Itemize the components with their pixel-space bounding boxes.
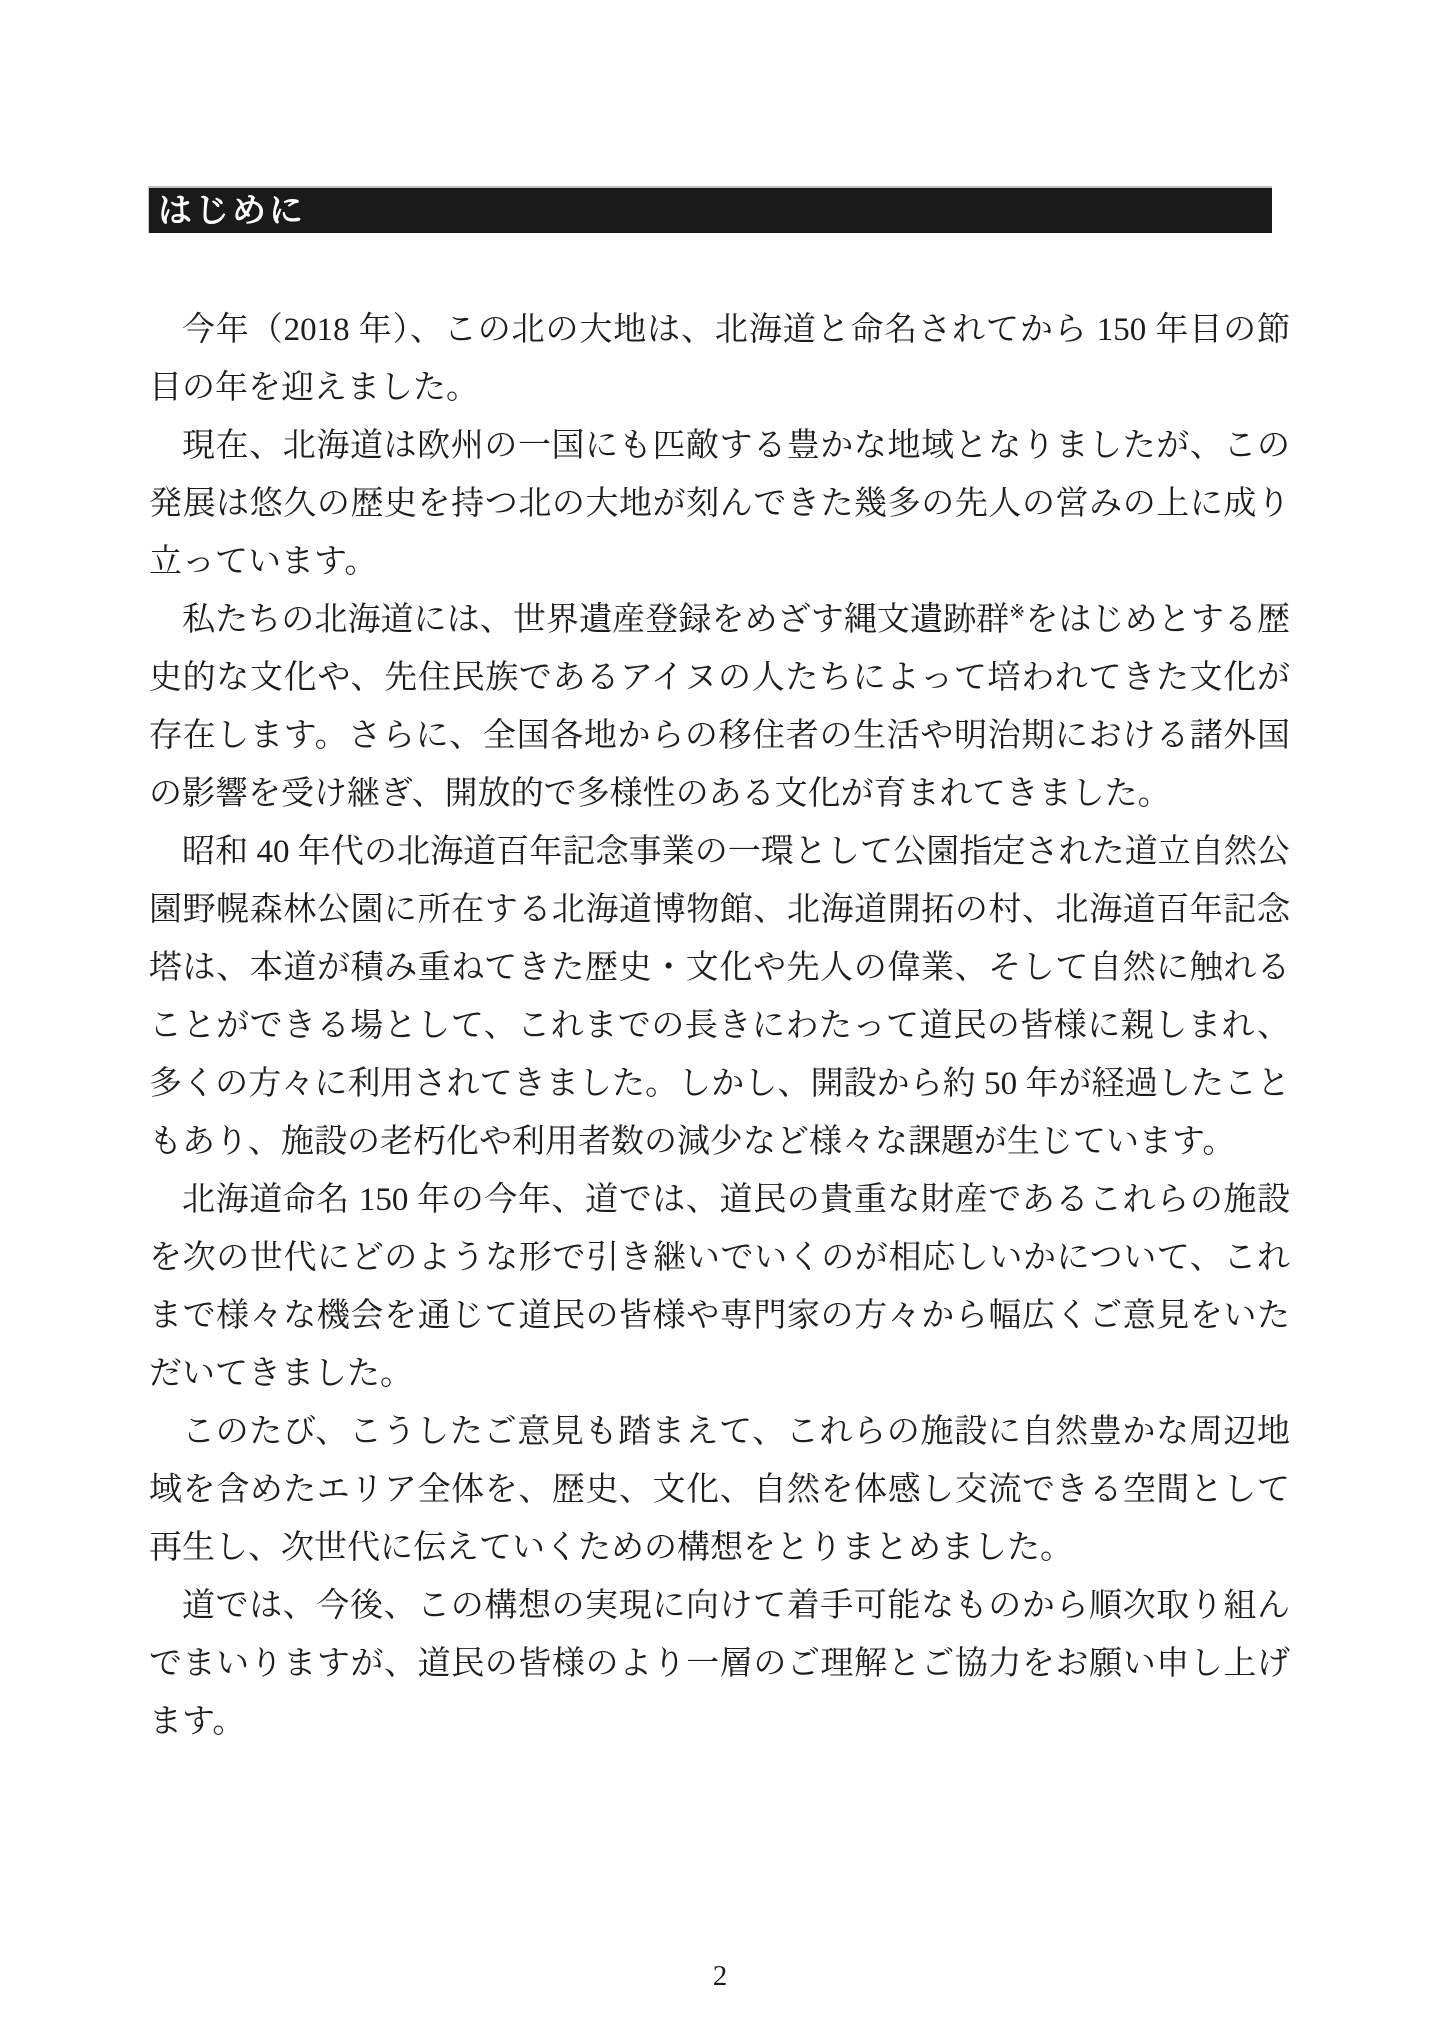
paragraph-closing: 道では、今後、この構想の実現に向けて着手可能なものから順次取り組んでまいりますが、道民の皆様のより一層のご理解とご協力をお願い申し上げます。: [149, 1588, 1290, 1740]
section-header-bar: [148, 186, 1272, 233]
paragraph-facilities: 昭和 40 年代の北海道百年記念事業の一環として公園指定された道立自然公園野幌森林公園に所在する北海道博物館、北海道開拓の村、北海道百年記念塔は、本道が積み重ねてきた歴史・文化や先人の偉業、そして自然に触れることができる場として、これまでの長きにわたって道民の皆様に親しまれ、多くの方々に利用されてきました。しかし、開設から約 50 年が経過したこともあり、施設の老朽化や利用者数の減少など様々な課題が生じています。: [149, 834, 1290, 1160]
paragraph-culture-text-continued: をはじめとする歴史的な文化や、先住民族であるアイヌの人たちによって培われてきた文化が存在します。さらに、全国各地からの移住者の生活や明治期における諸外国の影響を受け継ぎ、開放的で多様性のある文化が育まれてきました。: [149, 602, 1291, 812]
paragraph-vision: このたび、こうしたご意見も踏まえて、これらの施設に自然豊かな周辺地域を含めたエリア全体を、歴史、文化、自然を体感し交流できる空間として再生し、次世代に伝えていくための構想をとりまとめました。: [149, 1414, 1290, 1566]
paragraph-culture-text: 私たちの北海道には、世界遺産登録をめざす縄文遺跡群: [182, 602, 1010, 638]
paragraph-anniversary: 今年（2018 年）、この北の大地は、北海道と命名されてから 150 年目の節目の年を迎えました。: [149, 312, 1290, 406]
section-title: はじめに: [158, 191, 306, 230]
paragraph-culture: [149, 591, 1290, 823]
document-body: [149, 301, 1290, 1751]
footnote-reference-marker: ※: [1009, 602, 1026, 623]
page-number: 2: [712, 1960, 728, 1992]
paragraph-development: 現在、北海道は欧州の一国にも匹敵する豊かな地域となりましたが、この発展は悠久の歴史を持つ北の大地が刻んできた幾多の先人の営みの上に成り立っています。: [149, 428, 1290, 580]
paragraph-opinions: 北海道命名 150 年の今年、道では、道民の貴重な財産であるこれらの施設を次の世代にどのような形で引き継いでいくのが相応しいかについて、これまで様々な機会を通じて道民の皆様や専門家の方々から幅広くご意見をいただいてきました。: [149, 1182, 1290, 1392]
